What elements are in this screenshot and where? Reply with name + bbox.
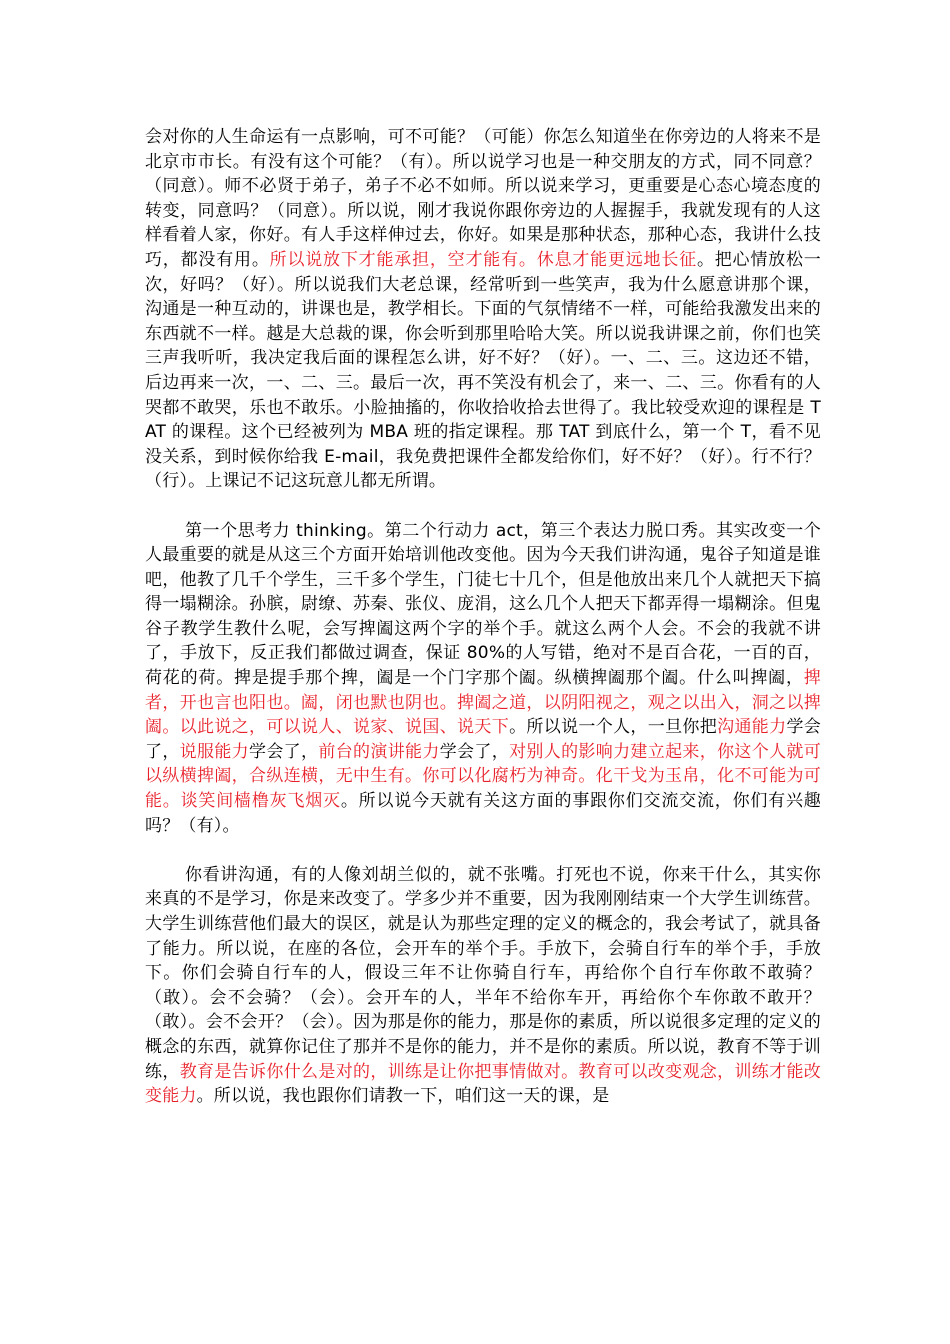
highlighted-text-run: 沟通能力 (717, 717, 787, 738)
text-run: 。所以说今天就有关这方面的事跟你们交流交流，你们有兴趣吗？（有）。 (145, 791, 821, 836)
text-run: 会对你的人生命运有一点影响，可不可能？（可能）你怎么知道坐在你旁边的人将来不是北京市市长。有没有这个可能？（有）。所以说学习也是一种交朋友的方式，同不同意？（同意）。师不必贤于弟子，弟子不必不如师。所以说来学习，更重要是心态心境态度的转变，同意吗？（同意）。所以说，刚才我说你跟你旁边的人握握手，我就发现有的人这样看着人家，你好。有人手这样伸过去，你好。如果是那种状态，那种心态，我讲什么技巧，都没有用。 (145, 127, 821, 270)
paragraph-2 (145, 519, 821, 839)
highlighted-text-run: 捭者，开也言也阳也。阖，闭也默也阴也。捭阖之道，以阴阳视之，观之以出入，洞之以捭阖。以此说之，可以说人、说家、说国、说天下 (145, 668, 821, 738)
text-run: 你看讲沟通，有的人像刘胡兰似的，就不张嘴。打死也不说，你来干什么，其实你来真的不是学习，你是来改变了。学多少并不重要，因为我刚刚结束一个大学生训练营。大学生训练营他们最大的误区，就是认为那些定理的定义的概念的，我会考试了，就具备了能力。所以说，在座的各位，会开车的举个手。手放下，会骑自行车的举个手，手放下。你们会骑自行车的人，假设三年不让你骑自行车，再给你个自行车你敢不敢骑？（敢）。会不会骑？（会）。会开车的人，半年不给你车开，再给你个车你敢不敢开？（敢）。会不会开？（会）。因为那是你的能力，那是你的素质，所以说很多定理的定义的概念的东西，就算你记住了那并不是你的能力，并不是你的素质。所以说，教育不等于训练， (145, 864, 821, 1082)
highlighted-text-run: 所以说放下才能承担，空才能有。休息才能更远地长征 (269, 249, 697, 270)
highlighted-text-run: 教育是告诉你什么是对的，训练是让你把事情做对。教育可以改变观念，训练才能改变能力 (145, 1061, 822, 1107)
text-run: 学会了， (145, 717, 822, 762)
paragraph-1 (145, 125, 821, 494)
text-run: 学会了， (439, 741, 510, 762)
text-run: 。所以说，我也跟你们请教一下，咱们这一天的课，是 (196, 1086, 610, 1107)
paragraph-spacer (145, 494, 821, 519)
paragraph-spacer (145, 838, 821, 863)
text-run: 第一个思考力 thinking。第二个行动力 act，第三个表达力脱口秀。其实改变一个人最重要的就是从这三个方面开始培训他改变他。因为今天我们讲沟通，鬼谷子知道是谁吧，他教了几千个学生，三千多个学生，门徒七十几个，但是他放出来几个人就把天下搞得一塌糊涂。孙膑，尉缭、苏秦、张仪、庞涓，这么几个人把天下都弄得一塌糊涂。但鬼谷子教学生教什么呢，会写捭阖这两个字的举个手。就这么两个人会。不会的我就不讲了，手放下，反正我们都做过调查，保证 80%的人写错，绝对不是百合花，一百的百，荷花的荷。捭是提手那个捭，阖是一个门字那个阖。纵横捭阖那个阖。什么叫捭阖， (145, 520, 821, 689)
text-run: 学会了， (249, 741, 319, 762)
highlighted-text-run: 前台的演讲能力 (318, 741, 440, 762)
text-run: 。把心情放松一次，好吗？（好）。所以说我们大老总课，经常听到一些笑声，我为什么愿意讲那个课，沟通是一种互动的，讲课也是，教学相长。下面的气氛情绪不一样，可能给我激发出来的东西就不一样。越是大总裁的课，你会听到那里哈哈大笑。所以说我讲课之前，你们也笑三声我听听，我决定我后面的课程怎么讲，好不好？（好）。一、二、三。这边还不错，后边再来一次，一、二、三。最后一次，再不笑没有机会了，来一、二、三。你看有的人哭都不敢哭，乐也不敢乐。小脸抽搐的，你收拾收拾去世得了。我比较受欢迎的课程是 TAT 的课程。这个已经被列为 MBA 班的指定课程。那 TAT 到底什么，第一个 T，看不见没关系，到时候你给我 E-mail，我免费把课件全都发给你们，好不好？（好）。行不行？（行）。上课记不记这玩意儿都无所谓。 (145, 249, 821, 492)
highlighted-text-run: 对别人的影响力建立起来，你这个人就可以纵横捭阖，合纵连横，无中生有。你可以化腐朽为神奇。化干戈为玉帛，化不可能为可能。谈笑间樯橹灰飞烟灭 (145, 741, 821, 812)
text-run: 。所以说一个人，一旦你把 (509, 717, 718, 738)
body-text (145, 125, 821, 1109)
paragraph-3 (145, 863, 821, 1109)
highlighted-text-run: 说服能力 (179, 741, 250, 762)
